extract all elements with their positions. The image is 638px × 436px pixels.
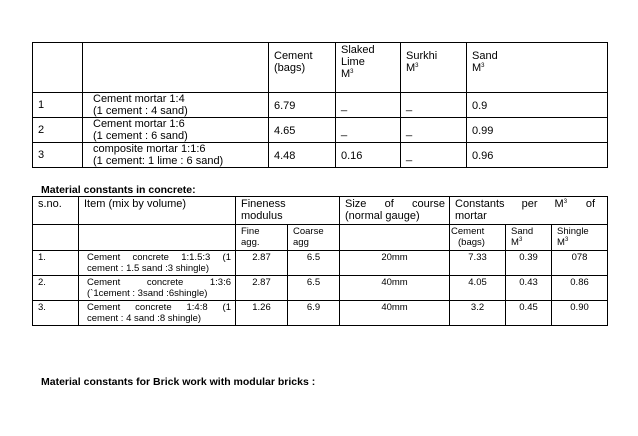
- item-line: cement : 4 sand :8 shingle): [87, 313, 202, 324]
- cell-item: [79, 251, 236, 276]
- header-text: Surkhi: [406, 50, 438, 62]
- subheader-text: Cement: [451, 226, 485, 237]
- cell-sand: 0.96: [467, 143, 608, 168]
- cell-coarse: 6.5: [288, 276, 340, 301]
- cell-shingle: 0.90: [552, 301, 608, 326]
- item-line: Cement concrete 1:1.5:3 (1: [87, 252, 231, 263]
- header-unit: M: [472, 62, 482, 74]
- cell-coarse: 6.5: [288, 251, 340, 276]
- cell-item: [83, 118, 269, 143]
- cell-sand: 0.45: [506, 301, 552, 326]
- header-text: of: [585, 198, 596, 210]
- subheader-text: M: [511, 237, 519, 248]
- item-line: Cement concrete 1:4:8 (1: [87, 302, 231, 313]
- superscript: 3: [518, 237, 523, 243]
- concrete-constants-table: [32, 196, 608, 326]
- subheader-fine-agg: [236, 225, 288, 251]
- cell-sno: 2: [33, 118, 83, 143]
- subheader-empty: [33, 225, 79, 251]
- header-cell-empty: [83, 43, 269, 93]
- header-surkhi: [401, 43, 467, 93]
- cell-fine: 2.87: [236, 276, 288, 301]
- header-unit: M: [406, 62, 416, 74]
- subheader-text: agg.: [241, 237, 260, 248]
- cell-cement: 6.79: [269, 93, 336, 118]
- table-row: [33, 143, 608, 168]
- header-text: modulus: [241, 210, 283, 222]
- cell-size: 40mm: [340, 276, 450, 301]
- table-row: [33, 276, 608, 301]
- superscript: 3: [481, 63, 485, 69]
- subheader-text: Fine: [241, 226, 260, 237]
- cell-item: [83, 143, 269, 168]
- header-text: Constants per M: [455, 198, 564, 210]
- cell-cement: 4.48: [269, 143, 336, 168]
- item-line: composite mortar 1:1:6: [93, 143, 206, 155]
- section-heading-brick-work: Material constants for Brick work with modular bricks :: [41, 376, 316, 388]
- cell-lime: 0.16: [336, 143, 401, 168]
- item-line: (1 cement : 6 sand): [93, 130, 188, 142]
- superscript: 3: [350, 69, 354, 75]
- subheader-text: Coarse: [293, 226, 324, 237]
- header-text: Sand: [472, 50, 498, 62]
- cell-cement: 4.05: [450, 276, 506, 301]
- header-fineness: [236, 197, 340, 225]
- table-header-row: [33, 43, 608, 93]
- header-constants: [450, 197, 608, 225]
- subheader-text: Shingle: [557, 226, 589, 237]
- cell-sand: 0.39: [506, 251, 552, 276]
- header-text: Fineness: [241, 198, 286, 210]
- subheader-text: (bags): [458, 237, 485, 248]
- cell-shingle: 0.86: [552, 276, 608, 301]
- header-item: Item (mix by volume): [79, 197, 236, 225]
- superscript: 3: [564, 237, 569, 243]
- cell-fine: 2.87: [236, 251, 288, 276]
- table-subheader-row: [33, 225, 608, 251]
- cell-sno: 2.: [33, 276, 79, 301]
- cell-shingle: 078: [552, 251, 608, 276]
- superscript: 3: [415, 63, 419, 69]
- item-line: (1 cement: 1 lime : 6 sand): [93, 155, 224, 167]
- cell-sand: 0.99: [467, 118, 608, 143]
- item-line: Cement mortar 1:4: [93, 93, 185, 105]
- table-row: [33, 118, 608, 143]
- header-sand: [467, 43, 608, 93]
- cell-sno: 3.: [33, 301, 79, 326]
- header-sno: s.no.: [33, 197, 79, 225]
- section-heading-concrete: Material constants in concrete:: [41, 184, 196, 196]
- header-cement: [269, 43, 336, 93]
- cell-item: [79, 301, 236, 326]
- cell-item: [83, 93, 269, 118]
- item-line: cement : 1.5 sand :3 shingle): [87, 263, 209, 274]
- header-text: Slaked: [341, 44, 375, 56]
- table-row: [33, 251, 608, 276]
- table-row: [33, 93, 608, 118]
- subheader-shingle: [552, 225, 608, 251]
- subheader-empty: [79, 225, 236, 251]
- mortar-constants-table: [32, 42, 608, 168]
- superscript: 3: [563, 199, 568, 205]
- cell-cement: 7.33: [450, 251, 506, 276]
- subheader-text: M: [557, 237, 565, 248]
- header-cell-empty: [33, 43, 83, 93]
- cell-size: 20mm: [340, 251, 450, 276]
- header-size: [340, 197, 450, 225]
- cell-coarse: 6.9: [288, 301, 340, 326]
- cell-item: [79, 276, 236, 301]
- table-header-row: [33, 197, 608, 225]
- item-line: (`1cement : 3sand :6shingle): [87, 288, 208, 299]
- cell-sno: 1.: [33, 251, 79, 276]
- subheader-coarse-agg: [288, 225, 340, 251]
- cell-sno: 1: [33, 93, 83, 118]
- cell-sand: 0.9: [467, 93, 608, 118]
- header-text: Lime: [341, 56, 365, 68]
- header-slaked-lime: [336, 43, 401, 93]
- cell-surkhi: _: [401, 93, 467, 118]
- cell-sand: 0.43: [506, 276, 552, 301]
- header-unit: (bags): [274, 62, 306, 74]
- header-text: Size of course: [345, 198, 446, 210]
- subheader-text: Sand: [511, 226, 534, 237]
- table-row: [33, 301, 608, 326]
- header-text: Cement: [274, 50, 313, 62]
- item-line: (1 cement : 4 sand): [93, 105, 188, 117]
- cell-sno: 3: [33, 143, 83, 168]
- cell-lime: _: [336, 118, 401, 143]
- item-line: Cement mortar 1:6: [93, 118, 185, 130]
- cell-cement: 3.2: [450, 301, 506, 326]
- subheader-cement: [450, 225, 506, 251]
- subheader-empty: [340, 225, 450, 251]
- item-line: Cement concrete 1:3:6: [87, 277, 231, 288]
- cell-surkhi: _: [401, 118, 467, 143]
- header-text: (normal gauge): [345, 210, 420, 222]
- cell-surkhi: _: [401, 143, 467, 168]
- subheader-sand: [506, 225, 552, 251]
- cell-size: 40mm: [340, 301, 450, 326]
- cell-cement: 4.65: [269, 118, 336, 143]
- header-text: mortar: [455, 210, 487, 222]
- cell-lime: _: [336, 93, 401, 118]
- subheader-text: agg: [293, 237, 309, 248]
- header-unit: M: [341, 68, 351, 80]
- cell-fine: 1.26: [236, 301, 288, 326]
